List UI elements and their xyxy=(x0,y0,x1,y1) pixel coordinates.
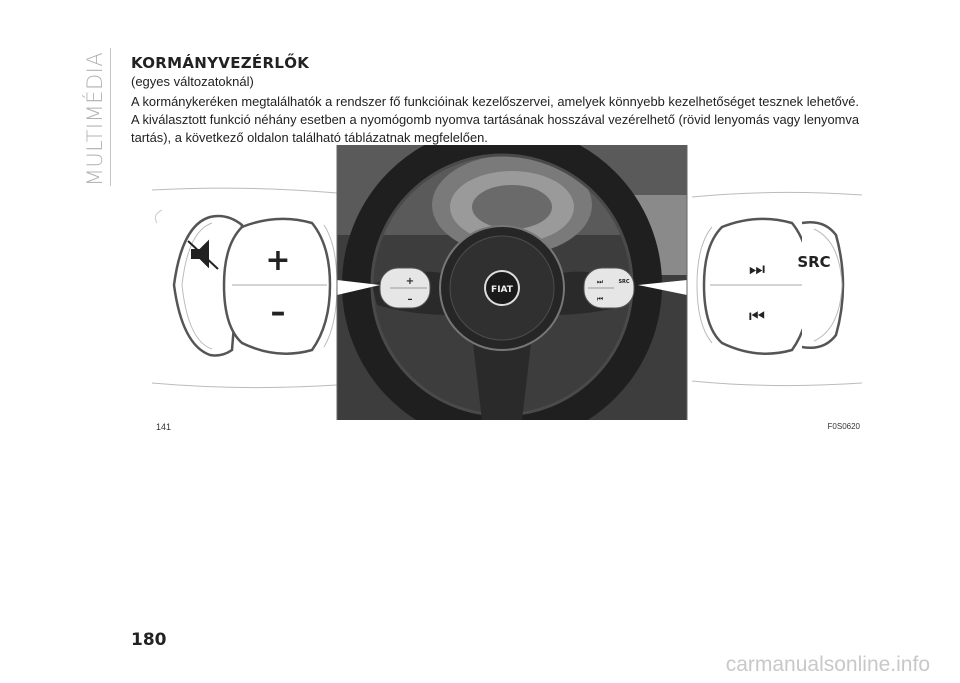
next-track-icon: ⏭ xyxy=(748,259,766,280)
right-control-inset xyxy=(692,192,862,385)
page-title: KORMÁNYVEZÉRLŐK xyxy=(131,54,310,72)
figure-code: F0S0620 xyxy=(827,422,860,431)
body-line-2: A kiválasztott funkció néhány esetben a nyomógomb nyomva tartásának hosszával vezérelhető (rövid lenyomás vagy lenyomva xyxy=(131,112,859,127)
section-tab xyxy=(76,52,114,186)
src-label: SRC xyxy=(797,253,831,271)
mini-minus-label: – xyxy=(407,294,413,305)
section-label: MULTIMÉDIA xyxy=(83,51,107,187)
volume-up-label: + xyxy=(265,243,291,278)
steering-wheel-photo xyxy=(337,145,687,420)
prev-track-icon: ⏮ xyxy=(748,306,766,327)
mini-next-label: ⏭ xyxy=(596,278,604,286)
fiat-logo: FIAT xyxy=(491,285,513,295)
volume-down-label: – xyxy=(270,295,286,330)
mini-src-label: SRC xyxy=(618,279,630,285)
body-paragraph xyxy=(131,93,891,147)
left-control-inset xyxy=(152,188,337,387)
steering-wheel-illustration xyxy=(152,145,862,420)
section-divider xyxy=(110,48,111,186)
mini-prev-label: ⏮ xyxy=(596,295,604,303)
watermark: carmanualsonline.info xyxy=(725,653,930,676)
mini-plus-label: + xyxy=(405,276,415,287)
body-line-3: tartás), a következő oldalon található táblázatnak megfelelően. xyxy=(131,130,488,145)
figure-number: 141 xyxy=(156,422,172,432)
body-line-1: A kormánykeréken megtalálhatók a rendszer fő funkcióinak kezelőszervei, amelyek könnyebb kezelhetőséget tesznek lehetővé. xyxy=(131,94,860,109)
page-subtitle: (egyes változatoknál) xyxy=(131,74,254,89)
page-number: 180 xyxy=(131,630,167,650)
